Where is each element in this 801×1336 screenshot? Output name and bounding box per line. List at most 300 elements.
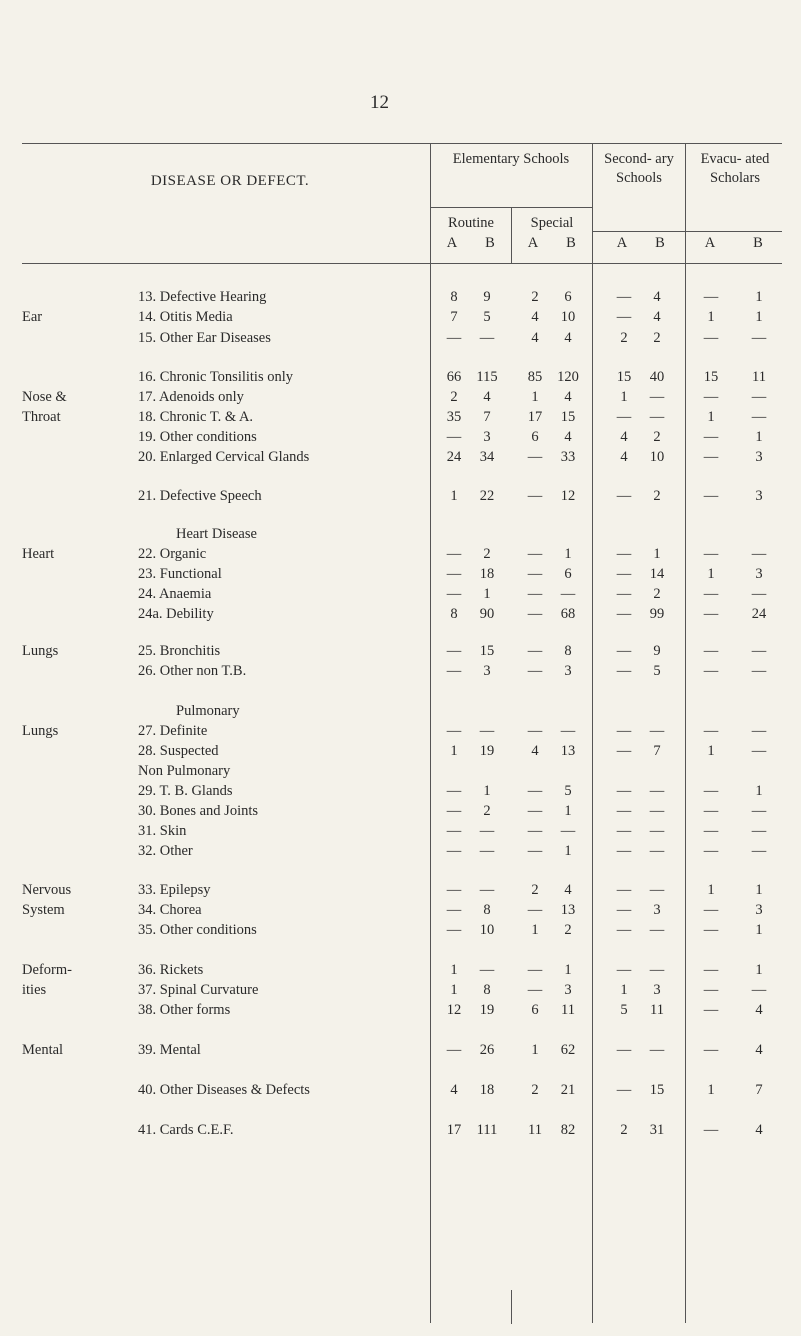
value-cell: 12	[560, 488, 576, 504]
special-a-header: A	[527, 235, 539, 251]
elementary-schools-header: Elementary Schools	[452, 151, 570, 167]
value-cell: 11	[752, 369, 766, 385]
routine-header: Routine	[448, 215, 494, 231]
value-cell: 4	[653, 309, 661, 325]
value-cell: 115	[476, 369, 498, 385]
table-row	[0, 723, 801, 743]
value-cell: 5	[653, 663, 661, 679]
value-cell: —	[446, 803, 462, 819]
table-row	[0, 1122, 801, 1142]
value-cell: 1	[531, 389, 539, 405]
value-cell: 1	[707, 882, 715, 898]
value-cell: 4	[653, 289, 661, 305]
value-cell: —	[616, 902, 632, 918]
value-cell: —	[527, 546, 543, 562]
value-cell: —	[649, 1042, 665, 1058]
value-cell: —	[616, 409, 632, 425]
value-cell: 2	[653, 586, 661, 602]
value-cell: —	[649, 803, 665, 819]
value-cell: —	[703, 429, 719, 445]
value-cell: —	[703, 663, 719, 679]
value-cell: 1	[653, 546, 661, 562]
value-cell: 99	[649, 606, 665, 622]
value-cell: 11	[650, 1002, 664, 1018]
value-cell: 15	[479, 643, 495, 659]
value-cell: 18	[479, 1082, 495, 1098]
value-cell: —	[527, 643, 543, 659]
table-row	[0, 449, 801, 469]
group-label: Nervous	[22, 882, 72, 898]
group-label: Throat	[22, 409, 61, 425]
special-b-header: B	[566, 235, 576, 251]
table-row	[0, 982, 801, 1002]
value-cell: 1	[755, 962, 763, 978]
value-cell: —	[527, 902, 543, 918]
value-cell: 2	[531, 289, 539, 305]
disease-label: 14. Otitis Media	[138, 309, 233, 325]
value-cell: 4	[483, 389, 491, 405]
value-cell: 1	[531, 922, 539, 938]
disease-label: Non Pulmonary	[138, 763, 231, 779]
value-cell: 90	[479, 606, 495, 622]
disease-label: 20. Enlarged Cervical Glands	[138, 449, 310, 465]
value-cell: —	[527, 803, 543, 819]
value-cell: —	[479, 723, 495, 739]
value-cell: 3	[564, 982, 572, 998]
table-row	[0, 369, 801, 389]
value-cell: 6	[564, 289, 572, 305]
value-cell: 1	[755, 289, 763, 305]
table-row	[0, 1042, 801, 1062]
value-cell: 2	[653, 488, 661, 504]
group-label: Ear	[22, 309, 43, 325]
value-cell: 8	[564, 643, 572, 659]
value-cell: —	[446, 902, 462, 918]
value-cell: —	[649, 723, 665, 739]
table-row	[0, 1082, 801, 1102]
value-cell: 1	[483, 783, 491, 799]
secondary-a-header: A	[616, 235, 628, 251]
value-cell: —	[446, 566, 462, 582]
value-cell: —	[703, 643, 719, 659]
disease-label: 24a. Debility	[138, 606, 214, 622]
value-cell: 13	[560, 743, 576, 759]
value-cell: —	[649, 409, 665, 425]
table-row	[0, 389, 801, 409]
value-cell: —	[703, 289, 719, 305]
value-cell: —	[751, 409, 767, 425]
value-cell: —	[616, 962, 632, 978]
value-cell: —	[616, 289, 632, 305]
value-cell: —	[446, 882, 462, 898]
value-cell: —	[649, 962, 665, 978]
value-cell: 4	[531, 330, 539, 346]
disease-label: 15. Other Ear Diseases	[138, 330, 271, 346]
value-cell: —	[446, 586, 462, 602]
value-cell: —	[527, 566, 543, 582]
table-row	[0, 606, 801, 626]
value-cell: 1	[707, 566, 715, 582]
value-cell: —	[703, 843, 719, 859]
evacuated-b-header: B	[753, 235, 763, 251]
value-cell: 1	[483, 586, 491, 602]
value-cell: 7	[653, 743, 661, 759]
value-cell: —	[616, 723, 632, 739]
value-cell: —	[703, 902, 719, 918]
value-cell: 6	[564, 566, 572, 582]
value-cell: —	[446, 546, 462, 562]
value-cell: 3	[483, 429, 491, 445]
value-cell: 1	[620, 982, 628, 998]
value-cell: —	[703, 586, 719, 602]
value-cell: —	[703, 330, 719, 346]
value-cell: —	[616, 586, 632, 602]
value-cell: 4	[564, 882, 572, 898]
value-cell: —	[751, 843, 767, 859]
value-cell: —	[527, 488, 543, 504]
group-label: Lungs	[22, 723, 59, 739]
disease-column-title: DISEASE OR DEFECT.	[150, 173, 310, 189]
value-cell: 2	[450, 389, 458, 405]
value-cell: 15	[616, 369, 632, 385]
group-label: Mental	[22, 1042, 64, 1058]
table-row	[0, 566, 801, 586]
value-cell: 4	[564, 389, 572, 405]
value-cell: —	[446, 783, 462, 799]
disease-label: 22. Organic	[138, 546, 207, 562]
value-cell: —	[446, 1042, 462, 1058]
value-cell: —	[751, 663, 767, 679]
value-cell: 1	[707, 743, 715, 759]
value-cell: 3	[755, 488, 763, 504]
value-cell: 22	[479, 488, 495, 504]
disease-label: 13. Defective Hearing	[138, 289, 267, 305]
value-cell: 1	[707, 409, 715, 425]
disease-label: 21. Defective Speech	[138, 488, 262, 504]
value-cell: —	[616, 803, 632, 819]
value-cell: —	[616, 643, 632, 659]
value-cell: 17	[446, 1122, 462, 1138]
value-cell: —	[703, 803, 719, 819]
value-cell: —	[446, 823, 462, 839]
value-cell: —	[616, 922, 632, 938]
value-cell: 11	[528, 1122, 542, 1138]
value-cell: —	[649, 843, 665, 859]
routine-a-header: A	[446, 235, 458, 251]
value-cell: 4	[531, 309, 539, 325]
table-row	[0, 488, 801, 508]
disease-label: 33. Epilepsy	[138, 882, 211, 898]
group-label: Lungs	[22, 643, 59, 659]
value-cell: 1	[755, 882, 763, 898]
value-cell: —	[616, 843, 632, 859]
value-cell: 1	[564, 962, 572, 978]
value-cell: —	[703, 962, 719, 978]
table-row	[0, 309, 801, 329]
value-cell: 66	[446, 369, 462, 385]
value-cell: 2	[653, 330, 661, 346]
value-cell: 1	[564, 803, 572, 819]
table-row	[0, 783, 801, 803]
value-cell: 4	[531, 743, 539, 759]
value-cell: —	[751, 743, 767, 759]
value-cell: 1	[707, 1082, 715, 1098]
value-cell: —	[649, 922, 665, 938]
value-cell: 2	[620, 330, 628, 346]
value-cell: —	[751, 389, 767, 405]
value-cell: 26	[479, 1042, 495, 1058]
disease-label: 25. Bronchitis	[138, 643, 221, 659]
column-rule-routine	[511, 207, 512, 263]
value-cell: 2	[620, 1122, 628, 1138]
value-cell: —	[527, 723, 543, 739]
value-cell: 120	[557, 369, 579, 385]
value-cell: —	[446, 663, 462, 679]
table-row	[0, 882, 801, 902]
value-cell: —	[479, 330, 495, 346]
value-cell: —	[751, 982, 767, 998]
value-cell: 24	[446, 449, 462, 465]
value-cell: —	[751, 546, 767, 562]
routine-b-header: B	[485, 235, 495, 251]
value-cell: —	[560, 823, 576, 839]
table-row	[0, 330, 801, 350]
disease-label: 34. Chorea	[138, 902, 202, 918]
value-cell: —	[703, 1122, 719, 1138]
value-cell: 8	[450, 289, 458, 305]
value-cell: 1	[620, 389, 628, 405]
value-cell: —	[446, 429, 462, 445]
disease-label: 35. Other conditions	[138, 922, 257, 938]
value-cell: 4	[564, 429, 572, 445]
value-cell: 8	[450, 606, 458, 622]
table-row	[0, 586, 801, 606]
value-cell: —	[527, 663, 543, 679]
evacuated-scholars-header: Evacu- ated Scholars	[700, 151, 770, 186]
value-cell: 15	[560, 409, 576, 425]
value-cell: 34	[479, 449, 495, 465]
value-cell: —	[560, 723, 576, 739]
value-cell: 9	[653, 643, 661, 659]
value-cell: —	[446, 330, 462, 346]
value-cell: 4	[755, 1122, 763, 1138]
value-cell: —	[751, 803, 767, 819]
value-cell: 11	[561, 1002, 575, 1018]
value-cell: 14	[649, 566, 665, 582]
value-cell: —	[446, 843, 462, 859]
value-cell: —	[479, 823, 495, 839]
disease-label: 16. Chronic Tonsilitis only	[138, 369, 294, 385]
value-cell: 15	[703, 369, 719, 385]
value-cell: —	[616, 663, 632, 679]
group-label: Deform-	[22, 962, 72, 978]
value-cell: 13	[560, 902, 576, 918]
value-cell: —	[616, 566, 632, 582]
secondary-b-header: B	[655, 235, 665, 251]
value-cell: 2	[531, 1082, 539, 1098]
disease-label: 38. Other forms	[138, 1002, 231, 1018]
value-cell: 1	[564, 546, 572, 562]
value-cell: —	[649, 882, 665, 898]
value-cell: 1	[755, 309, 763, 325]
disease-label: 30. Bones and Joints	[138, 803, 259, 819]
value-cell: —	[751, 643, 767, 659]
value-cell: 4	[564, 330, 572, 346]
column-rule-routine-foot	[511, 1290, 512, 1324]
disease-label: 24. Anaemia	[138, 586, 212, 602]
table-row	[0, 962, 801, 982]
value-cell: 3	[483, 663, 491, 679]
value-cell: 82	[560, 1122, 576, 1138]
value-cell: —	[616, 1082, 632, 1098]
table-row	[0, 823, 801, 843]
disease-label: Pulmonary	[176, 703, 240, 719]
value-cell: —	[703, 488, 719, 504]
value-cell: 4	[620, 429, 628, 445]
value-cell: —	[616, 743, 632, 759]
value-cell: 111	[476, 1122, 498, 1138]
value-cell: 17	[527, 409, 543, 425]
value-cell: 19	[479, 1002, 495, 1018]
disease-label: 23. Functional	[138, 566, 222, 582]
value-cell: 8	[483, 902, 491, 918]
value-cell: 62	[560, 1042, 576, 1058]
value-cell: —	[616, 488, 632, 504]
table-row	[0, 803, 801, 823]
value-cell: 12	[446, 1002, 462, 1018]
value-cell: —	[703, 982, 719, 998]
value-cell: —	[616, 309, 632, 325]
value-cell: 1	[450, 488, 458, 504]
value-cell: —	[751, 723, 767, 739]
table-row	[0, 1002, 801, 1022]
value-cell: —	[527, 586, 543, 602]
value-cell: 1	[755, 783, 763, 799]
value-cell: 1	[564, 843, 572, 859]
value-cell: —	[751, 586, 767, 602]
special-header: Special	[530, 215, 574, 231]
value-cell: 4	[620, 449, 628, 465]
value-cell: 2	[564, 922, 572, 938]
value-cell: 15	[649, 1082, 665, 1098]
value-cell: 2	[483, 546, 491, 562]
value-cell: —	[703, 1042, 719, 1058]
table-row	[0, 703, 801, 723]
value-cell: 4	[450, 1082, 458, 1098]
disease-label: 41. Cards C.E.F.	[138, 1122, 234, 1138]
value-cell: —	[703, 1002, 719, 1018]
value-cell: 7	[755, 1082, 763, 1098]
value-cell: —	[751, 823, 767, 839]
value-cell: 3	[653, 902, 661, 918]
value-cell: 10	[649, 449, 665, 465]
table-row	[0, 843, 801, 863]
value-cell: 5	[483, 309, 491, 325]
table-row	[0, 743, 801, 763]
value-cell: —	[479, 962, 495, 978]
value-cell: 3	[755, 902, 763, 918]
value-cell: —	[751, 330, 767, 346]
value-cell: —	[527, 843, 543, 859]
value-cell: —	[616, 882, 632, 898]
value-cell: —	[479, 882, 495, 898]
value-cell: 2	[531, 882, 539, 898]
value-cell: 24	[751, 606, 767, 622]
value-cell: 10	[479, 922, 495, 938]
value-cell: 1	[707, 309, 715, 325]
value-cell: 4	[755, 1042, 763, 1058]
value-cell: —	[703, 783, 719, 799]
value-cell: —	[616, 1042, 632, 1058]
disease-label: 32. Other	[138, 843, 193, 859]
value-cell: —	[703, 723, 719, 739]
value-cell: —	[649, 389, 665, 405]
value-cell: 68	[560, 606, 576, 622]
value-cell: 3	[564, 663, 572, 679]
table-row	[0, 663, 801, 683]
value-cell: —	[527, 982, 543, 998]
value-cell: —	[527, 823, 543, 839]
value-cell: —	[703, 389, 719, 405]
disease-label: 37. Spinal Curvature	[138, 982, 259, 998]
value-cell: 21	[560, 1082, 576, 1098]
value-cell: —	[446, 723, 462, 739]
group-label: ities	[22, 982, 47, 998]
value-cell: 7	[450, 309, 458, 325]
value-cell: —	[560, 586, 576, 602]
table-row	[0, 902, 801, 922]
sub-header-rule	[592, 231, 782, 232]
value-cell: 85	[527, 369, 543, 385]
top-rule	[22, 143, 782, 144]
value-cell: —	[649, 783, 665, 799]
disease-label: 29. T. B. Glands	[138, 783, 233, 799]
value-cell: 3	[755, 449, 763, 465]
value-cell: 3	[755, 566, 763, 582]
value-cell: 3	[653, 982, 661, 998]
value-cell: —	[703, 606, 719, 622]
value-cell: —	[616, 823, 632, 839]
value-cell: —	[616, 606, 632, 622]
disease-label: 17. Adenoids only	[138, 389, 244, 405]
disease-label: Heart Disease	[176, 526, 257, 542]
disease-label: 40. Other Diseases & Defects	[138, 1082, 310, 1098]
value-cell: 2	[653, 429, 661, 445]
disease-label: 19. Other conditions	[138, 429, 257, 445]
value-cell: 4	[755, 1002, 763, 1018]
group-label: Nose &	[22, 389, 67, 405]
table-row	[0, 763, 801, 783]
value-cell: 19	[479, 743, 495, 759]
header-bottom-rule	[22, 263, 782, 264]
value-cell: 6	[531, 1002, 539, 1018]
value-cell: —	[527, 962, 543, 978]
value-cell: —	[527, 783, 543, 799]
value-cell: 1	[450, 982, 458, 998]
value-cell: 31	[649, 1122, 665, 1138]
value-cell: 2	[483, 803, 491, 819]
value-cell: 5	[564, 783, 572, 799]
table-row	[0, 289, 801, 309]
disease-label: 18. Chronic T. & A.	[138, 409, 254, 425]
value-cell: 1	[755, 429, 763, 445]
value-cell: —	[446, 922, 462, 938]
value-cell: 7	[483, 409, 491, 425]
value-cell: —	[527, 449, 543, 465]
value-cell: 1	[450, 962, 458, 978]
value-cell: —	[616, 783, 632, 799]
disease-label: 36. Rickets	[138, 962, 204, 978]
